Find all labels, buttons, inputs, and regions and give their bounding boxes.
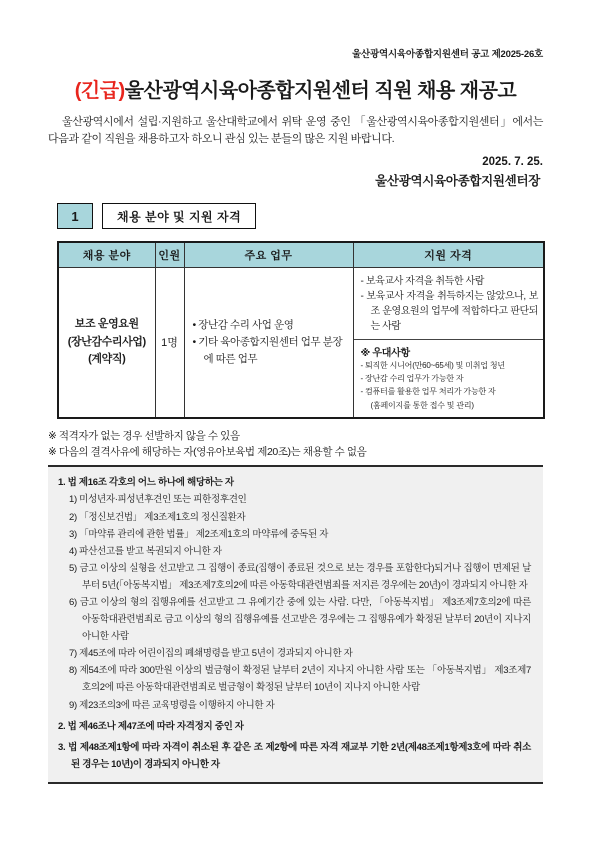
cell-duties (184, 268, 353, 418)
disqualification-sub-item: 4) 파산선고를 받고 복권되지 아니한 자 (69, 545, 222, 557)
cell-headcount: 1명 (155, 268, 184, 418)
disqualification-sub-item: 6) 금고 이상의 형의 집행유예를 선고받고 그 유예기간 중에 있는 사람. 다만, 「아동복지법」 제3조제7호의2에 따른 아동학대관련범죄로 금고 이상의 형의 집행유예를 선고받은 경우에는 그 집행유예가 확정된 날부터 20년이 지나지 아니한 사람 (69, 597, 531, 643)
section-number-badge: 1 (57, 203, 93, 229)
duty-item: • 기타 육아종합지원센터 업무 분장에 따른 업무 (193, 334, 348, 369)
preference-item: - 컴퓨터를 활용한 업무 처리가 가능한 자 (361, 385, 539, 398)
footnote: ※ 적격자가 없는 경우 선발하지 않을 수 있음 (48, 429, 240, 442)
duty-item: • 장난감 수리 사업 운영 (193, 317, 348, 334)
disqualification-item-1: 1. 법 제16조 각호의 어느 하나에 해당하는 자 (58, 477, 234, 489)
announcement-number: 울산광역시육아종합지원센터 공고 제2025-26호 (352, 49, 543, 60)
disqualification-sub-item: 8) 제54조에 따라 300만원 이상의 벌금형이 확정된 날부터 2년이 지나지 아니한 사람 또는 「아동복지법」 제3조제7호의2에 따른 아동학대관련범죄로 벌금형이 확정된 날부터 10년이 지나지 아니한 사람 (69, 665, 531, 694)
disqualification-sub-item: 9) 제23조의3에 따른 교육명령을 이행하지 아니한 자 (69, 699, 275, 711)
intro-line-2: 다음과 같이 직원을 채용하고자 하오니 관심 있는 분들의 많은 지원 바랍니다. (48, 133, 395, 146)
header-duties: 주요 업무 (184, 242, 353, 268)
field-line: 보조 운영요원 (74, 318, 139, 331)
page-title (48, 74, 543, 103)
disqualification-item-3: 3. 법 제48조제1항에 따라 자격이 취소된 후 같은 조 제2항에 따른 자격 재교부 기한 2년(제48조제1항제3호에 따라 취소된 경우는 10년)이 경과되지 아니한 자 (58, 741, 531, 770)
preference-block (354, 339, 544, 417)
section-1-header (57, 203, 543, 229)
footnote: ※ 다음의 결격사유에 해당하는 자(영유아보육법 제20조)는 채용할 수 없음 (48, 445, 367, 458)
qualification-item: - 보육교사 자격을 취득한 사람 (361, 274, 539, 289)
footnotes (48, 429, 543, 461)
qualification-item: - 보육교사 자격을 취득하지는 않았으나, 보조 운영요원의 업무에 적합하다고 판단되는 사람 (361, 289, 539, 334)
disqualification-item-2: 2. 법 제46조나 제47조에 따라 자격정지 중인 자 (58, 720, 244, 732)
header-headcount: 인원 (155, 242, 184, 268)
disqualification-box (48, 465, 543, 784)
disqualification-sub-item: 7) 제45조에 따라 어린이집의 폐쇄명령을 받고 5년이 경과되지 아니한 자 (69, 648, 353, 660)
disqualification-sub-item: 3) 「마약류 관리에 관한 법률」 제2조제1호의 마약류에 중독된 자 (69, 528, 329, 540)
page-title-text: 울산광역시육아종합지원센터 직원 채용 재공고 (124, 80, 517, 102)
cell-field (58, 268, 155, 418)
disqualification-sub-item: 5) 금고 이상의 실형을 선고받고 그 집행이 종료(집행이 종료된 것으로 보는 경우를 포함한다)되거나 집행이 면제된 날부터 5년(「아동복지법」 제3조제7호의2에 따른 아동학대관련범죄를 저지른 경우에는 20년)이 경과되지 아니한 자 (69, 562, 531, 591)
header-field: 채용 분야 (58, 242, 155, 268)
disqualification-sub-item: 2) 「정신보건법」 제3조제1호의 정신질환자 (69, 511, 246, 523)
field-line: (장난감수리사업) (67, 335, 146, 348)
table-row (58, 268, 544, 418)
section-title: 채용 분야 및 지원 자격 (102, 203, 256, 229)
preference-item: - 퇴직한 시니어(만60~65세) 및 미취업 청년 (361, 359, 539, 372)
signer: 울산광역시육아종합지원센터장 (375, 174, 540, 189)
recruitment-table (57, 241, 545, 419)
preference-item-note: (홈페이지를 통한 접수 및 관리) (370, 400, 474, 410)
urgent-tag: (긴급) (74, 80, 125, 102)
header-qualification: 지원 자격 (353, 242, 544, 268)
preference-item: - 장난감 수리 업무가 가능한 자 (361, 372, 539, 385)
qualification-list (354, 268, 544, 339)
cell-qualification (353, 268, 544, 418)
preference-title: ※ 우대사항 (360, 348, 410, 360)
disqualification-sub-item: 1) 미성년자·피성년후견인 또는 피한정후견인 (69, 494, 247, 506)
field-line: (계약직) (88, 353, 126, 366)
announcement-date: 2025. 7. 25. (482, 156, 543, 169)
intro-paragraph (48, 114, 543, 148)
table-header-row (58, 242, 544, 268)
intro-line-1: 울산광역시에서 설립·지원하고 울산대학교에서 위탁 운영 중인 「울산광역시육아종합지원센터」에서는 (62, 116, 543, 128)
